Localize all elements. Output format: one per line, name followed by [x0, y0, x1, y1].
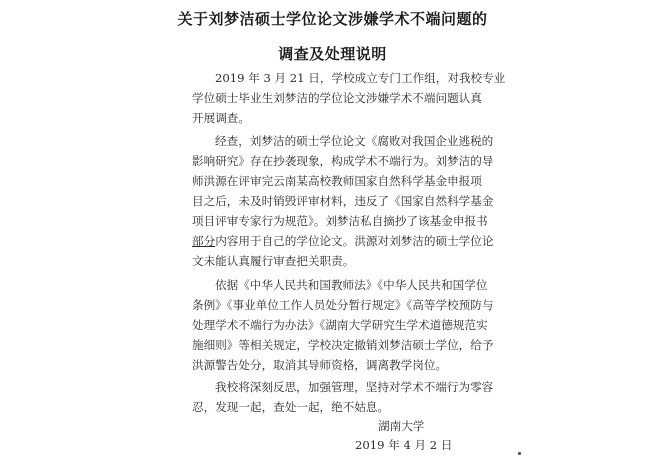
signature-university: 湖南大学 [378, 419, 425, 433]
document-subtitle: 调查及处理说明 [278, 45, 387, 63]
document-date: 2019 年 4 月 2 日 [355, 438, 453, 452]
paragraph-decision [192, 275, 494, 375]
text-line: 影响研究》存在抄袭现象，构成学术不端行为。刘梦洁的导 [192, 154, 494, 168]
text-line: 经查，刘梦洁的硕士学位论文《腐败对我国企业逃税的 [215, 134, 494, 148]
underlined-text: 部分 [192, 234, 216, 248]
text-line: 文未能认真履行审查把关职责。 [192, 254, 355, 268]
text-line: 条例》《事业单位工作人员处分暂行规定》《高等学校预防与 [192, 298, 494, 312]
text-line [192, 231, 494, 251]
paragraph-findings [192, 131, 494, 271]
text-line: 项目评审专家行为规范》。刘梦洁私自摘抄了该基金申报书 [192, 214, 488, 228]
text-line: 2019 年 3 月 21 日，学校成立专门工作组，对我校专业 [215, 71, 506, 85]
text-segment: 内容用于自己的学位论文。洪源对刘梦洁的硕士学位论 [215, 234, 494, 248]
scan-speck [518, 452, 521, 455]
text-line: 忍，发现一起，查处一起，绝不姑息。 [192, 400, 390, 414]
text-line: 洪源警告处分，取消其导师资格，调离教学岗位。 [192, 358, 448, 372]
text-line: 师洪源在评审完云南某高校教师国家自然科学基金申报项 [192, 174, 482, 188]
document-title: 关于刘梦洁硕士学位论文涉嫌学术不端问题的 [177, 10, 488, 28]
paragraph-investigation [192, 68, 506, 128]
text-line: 我校将深刻反思，加强管理，坚持对学术不端行为零容 [215, 380, 494, 394]
text-line: 学位硕士毕业生刘梦洁的学位论文涉嫌学术不端问题认真 [192, 91, 482, 105]
text-line: 依据《中华人民共和国教师法》《中华人民共和国学位 [215, 278, 488, 292]
text-line: 处理学术不端行为办法》《湖南大学研究生学术道德规范实 [192, 318, 488, 332]
text-line: 目之后，未及时销毁评审材料，违反了《国家自然科学基金 [192, 194, 494, 208]
text-line: 施细则》等相关规定，学校决定撤销刘梦洁硕士学位，给予 [192, 338, 494, 352]
text-line: 开展调查。 [192, 111, 250, 125]
paragraph-commitment [192, 377, 494, 417]
